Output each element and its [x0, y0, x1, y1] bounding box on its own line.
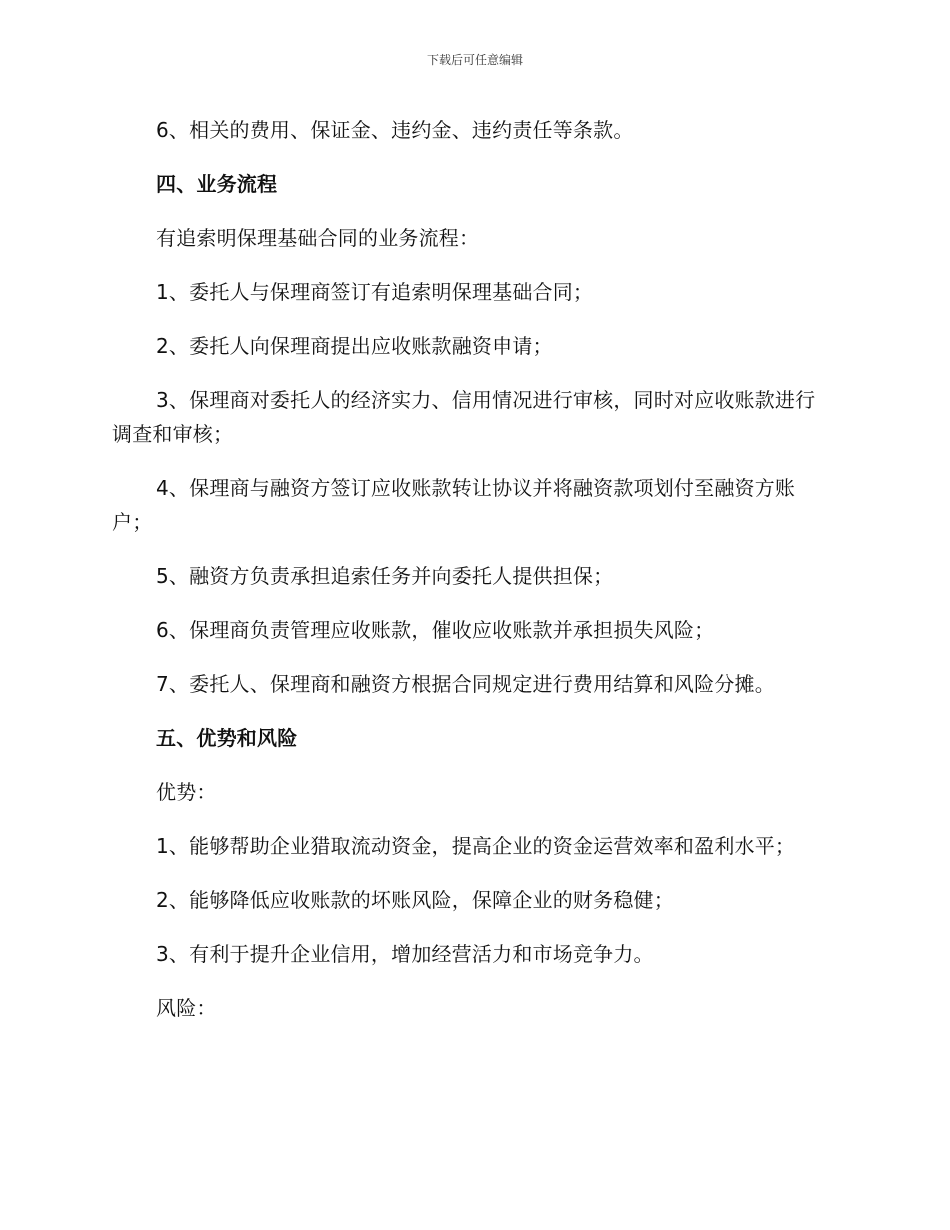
paragraph-step-3: 3、保理商对委托人的经济实力、信用情况进行审核，同时对应收账款进行调查和审核；	[112, 388, 816, 446]
paragraph-item-6: 6、相关的费用、保证金、违约金、违约责任等条款。	[156, 118, 634, 142]
paragraph-advantage-2: 2、能够降低应收账款的坏账风险，保障企业的财务稳健；	[156, 888, 674, 912]
paragraph-step-4: 4、保理商与融资方签订应收账款转让协议并将融资款项划付至融资方账户；	[112, 476, 796, 534]
section-heading-process: 四、业务流程	[156, 172, 278, 196]
paragraph-advantage-1: 1、能够帮助企业猎取流动资金，提高企业的资金运营效率和盈利水平；	[156, 834, 796, 858]
paragraph-step-7: 7、委托人、保理商和融资方根据合同规定进行费用结算和风险分摊。	[156, 672, 775, 696]
document-body	[112, 113, 830, 1045]
page-header: 下载后可任意编辑	[426, 53, 523, 67]
section-heading-advantages-risks: 五、优势和风险	[156, 726, 298, 750]
paragraph-process-intro: 有追索明保理基础合同的业务流程：	[156, 226, 480, 250]
paragraph-advantages-label: 优势：	[156, 780, 217, 804]
paragraph-step-6: 6、保理商负责管理应收账款，催收应收账款并承担损失风险；	[156, 618, 715, 642]
paragraph-step-5: 5、融资方负责承担追索任务并向委托人提供担保；	[156, 564, 614, 588]
paragraph-step-1: 1、委托人与保理商签订有追索明保理基础合同；	[156, 280, 594, 304]
paragraph-advantage-3: 3、有利于提升企业信用，增加经营活力和市场竞争力。	[156, 942, 654, 966]
paragraph-step-2: 2、委托人向保理商提出应收账款融资申请；	[156, 334, 553, 358]
paragraph-risks-label: 风险：	[156, 996, 217, 1020]
